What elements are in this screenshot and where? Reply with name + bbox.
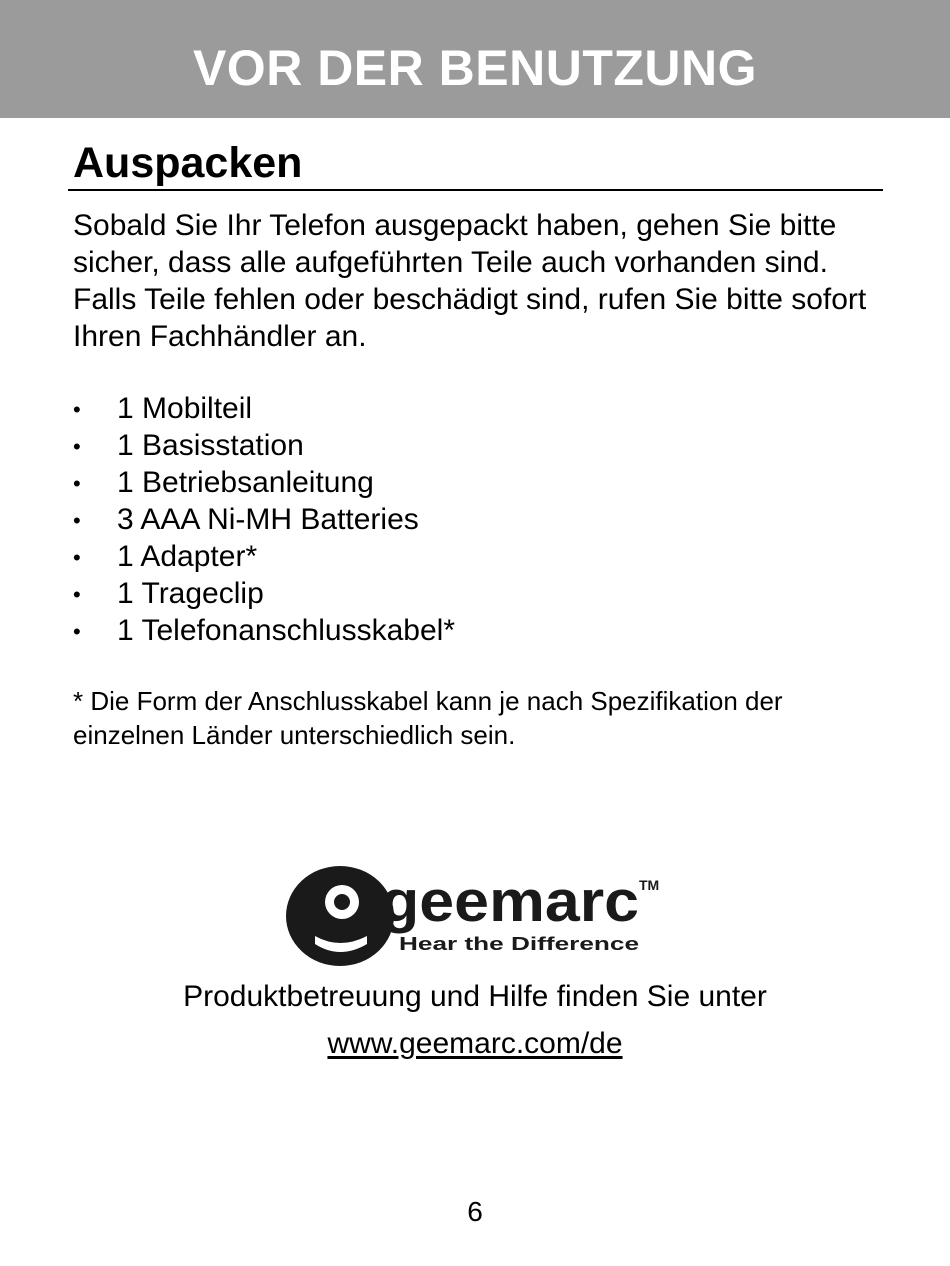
section-title: Auspacken bbox=[73, 139, 303, 187]
intro-paragraph: Sobald Sie Ihr Telefon ausgepackt haben, gehen Sie bitte sicher, dass alle aufgeführten Teile auch vorhanden sind. Falls Teile fehlen oder beschädigt sind, rufen Sie bitte sofort Ihren Fachhändler an. bbox=[73, 209, 867, 353]
list-item-text: 3 AAA Ni-MH Batteries bbox=[117, 503, 419, 536]
page-number: 6 bbox=[467, 1196, 483, 1227]
support-text: Produktbetreuung und Hilfe finden Sie unter bbox=[183, 980, 767, 1013]
logo-emblem-eye-inner bbox=[334, 894, 350, 910]
list-item-text: 1 Betriebsanleitung bbox=[117, 466, 374, 499]
logo-trademark: TM bbox=[639, 877, 660, 893]
footnote: * Die Form der Anschlusskabel kann je nach Spezifikation der einzelnen Länder unterschiedlich sein. bbox=[73, 686, 783, 750]
bullet-icon: • bbox=[73, 508, 81, 533]
section-divider bbox=[68, 189, 883, 191]
list-item-text: 1 Basisstation bbox=[117, 429, 304, 462]
bullet-icon: • bbox=[73, 619, 81, 644]
logo-wordmark: geemarc bbox=[381, 869, 639, 934]
list-item-text: 1 Trageclip bbox=[117, 577, 264, 610]
bullet-icon: • bbox=[73, 582, 81, 607]
support-link-row bbox=[0, 1025, 950, 1063]
list-item-text: 1 Adapter* bbox=[117, 540, 258, 573]
list-item-text: 1 Mobilteil bbox=[117, 392, 253, 425]
geemarc-logo bbox=[285, 866, 665, 972]
list-item-text: 1 Telefonanschlusskabel* bbox=[117, 614, 456, 647]
bullet-icon: • bbox=[73, 545, 81, 570]
bullet-icon: • bbox=[73, 471, 81, 496]
bullet-icon: • bbox=[73, 434, 81, 459]
support-link[interactable]: www.geemarc.com/de bbox=[327, 1027, 623, 1060]
logo-tagline: Hear the Difference bbox=[399, 934, 639, 954]
bullet-icon: • bbox=[73, 397, 81, 422]
page-header-title: VOR DER BENUTZUNG bbox=[192, 40, 758, 96]
